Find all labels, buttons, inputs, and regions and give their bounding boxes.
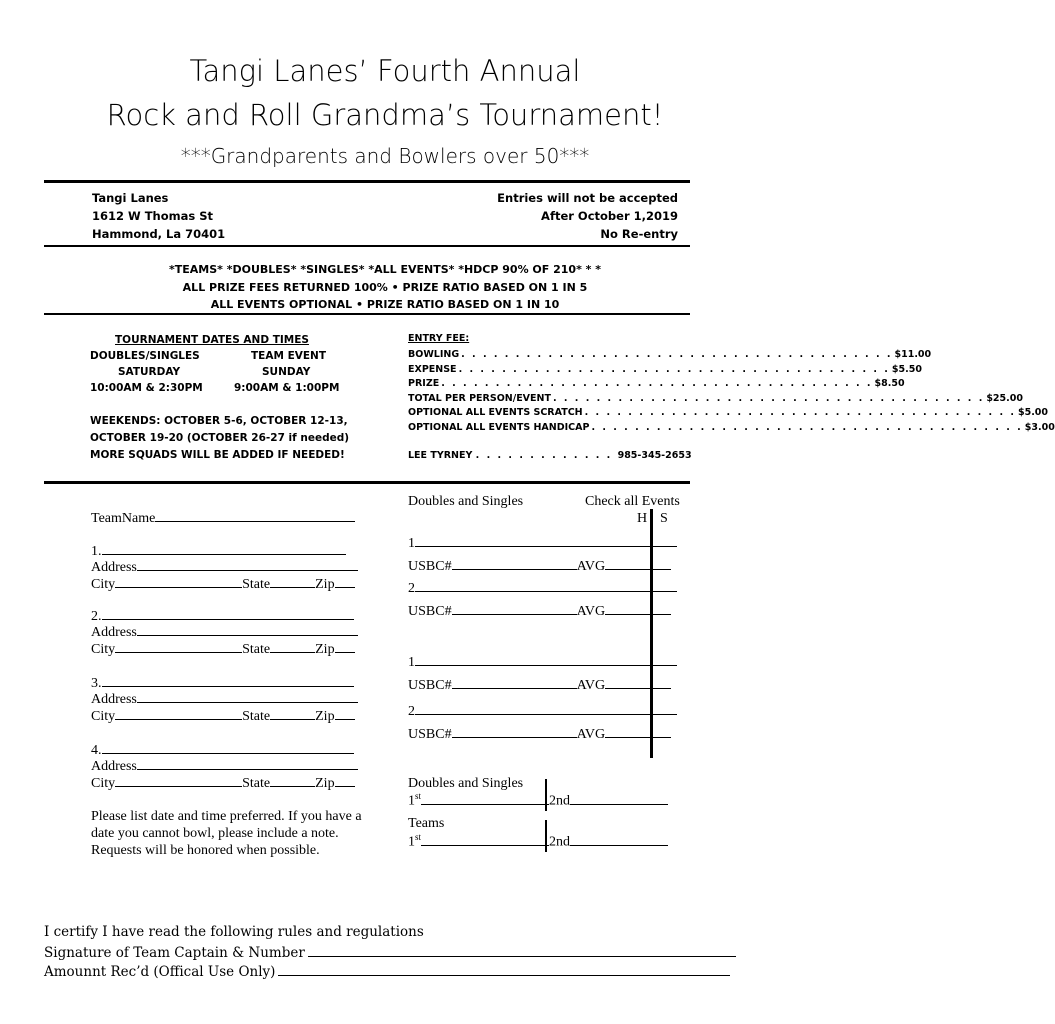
member-address-row (91, 758, 358, 775)
fee-amount: $3.00 (1024, 421, 1055, 433)
amount-label: Amounnt Rec’d (Offical Use Only) (44, 964, 276, 980)
member-number: 4. (91, 743, 102, 758)
bowler-usbc-row (408, 726, 671, 743)
bowler-number: 2 (408, 581, 415, 596)
address-label: Address (91, 560, 137, 575)
avg-field[interactable] (605, 558, 671, 570)
fee-label: PRIZE (408, 378, 440, 389)
entry-fee-list (408, 348, 1055, 435)
team-label: TEAM EVENT (251, 350, 326, 362)
note-2: date you cannot bowl, please include a note. (91, 826, 339, 841)
pref-teams-first-sup: st (415, 832, 422, 842)
usbc-field[interactable] (452, 677, 577, 689)
address-label: Address (91, 759, 137, 774)
entries-notice-2: After October 1,2019 (541, 209, 678, 223)
events-banner-3: ALL EVENTS OPTIONAL • PRIZE RATIO BASED ON 1 IN 10 (210, 298, 560, 311)
pref-doubles-second-field[interactable] (570, 793, 668, 805)
address-field[interactable] (137, 758, 358, 770)
zip-field[interactable] (335, 641, 355, 653)
bowler-name-row (408, 535, 677, 552)
team-name-row (91, 510, 355, 527)
bowler-name-field[interactable] (415, 703, 677, 715)
member-name-row (91, 742, 354, 759)
contact-line (408, 450, 692, 461)
check-all-events: Check all Events (585, 494, 680, 509)
state-label: State (242, 577, 271, 592)
bowler-name-row (408, 703, 677, 720)
fee-dots: . . . . . . . . . . . . . . . . . . . . . . . . . . . . . . . . . . . . . . . . (552, 392, 985, 404)
bowler-number: 1 (408, 655, 415, 670)
zip-field[interactable] (335, 775, 355, 787)
divider-top (44, 180, 690, 183)
avg-label: AVG (576, 678, 606, 693)
divider-2 (44, 245, 690, 247)
usbc-label: USBC# (408, 678, 452, 693)
avg-field[interactable] (605, 677, 671, 689)
divider-4 (44, 481, 690, 484)
bowler-name-row (408, 654, 677, 671)
member-city-row (91, 708, 355, 725)
address-label: Address (91, 692, 137, 707)
entries-notice-3: No Re-entry (600, 227, 678, 241)
fee-amount: $8.50 (874, 378, 905, 389)
pref-first: 1 (408, 793, 415, 809)
city-field[interactable] (115, 576, 242, 588)
fee-amount: $25.00 (986, 392, 1023, 404)
fee-amount: $5.00 (1017, 407, 1049, 418)
schedule-heading: TOURNAMENT DATES AND TIMES (115, 334, 309, 346)
contact-phone: 985-345-2653 (617, 450, 692, 461)
usbc-field[interactable] (452, 603, 577, 615)
address-field[interactable] (137, 559, 358, 571)
entry-fee-row (408, 421, 1055, 436)
note-3: Requests will be honored when possible. (91, 843, 320, 858)
title-line-2: Rock and Roll Grandma’s Tournament! (106, 98, 664, 132)
member-number: 2. (91, 609, 102, 624)
usbc-label: USBC# (408, 559, 452, 574)
zip-field[interactable] (335, 576, 355, 588)
city-field[interactable] (115, 775, 242, 787)
pref-second: 2nd (549, 793, 571, 809)
doubles-label: DOUBLES/SINGLES (90, 350, 200, 362)
fee-amount: $5.50 (891, 363, 922, 375)
state-label: State (242, 709, 271, 724)
pref-doubles-heading: Doubles and Singles (408, 776, 524, 791)
avg-field[interactable] (605, 726, 671, 738)
doubles-day: SATURDAY (118, 366, 181, 378)
team-times: 9:00AM & 1:00PM (234, 382, 340, 394)
member-name-field[interactable] (102, 543, 346, 555)
avg-label: AVG (576, 559, 606, 574)
zip-label: Zip (315, 709, 335, 724)
entry-fee-row (408, 348, 932, 363)
title-line-1: Tangi Lanes’ Fourth Annual (189, 54, 581, 88)
venue-name: Tangi Lanes (92, 191, 169, 205)
fee-dots: . . . . . . . . . . . . . . . . . . . . . . . . . . . . . . . . . . . . . . . . (584, 407, 1016, 418)
city-label: City (91, 577, 116, 592)
bowler-number: 1 (408, 536, 415, 551)
zip-label: Zip (315, 776, 335, 791)
member-number: 3. (91, 676, 102, 691)
venue-street: 1612 W Thomas St (92, 209, 214, 223)
member-name-field[interactable] (102, 675, 354, 687)
contact-name: LEE TYRNEY (408, 450, 473, 461)
member-name-field[interactable] (102, 608, 354, 620)
pref-teams-row (408, 832, 668, 851)
doubles-times: 10:00AM & 2:30PM (90, 382, 203, 394)
member-name-row (91, 543, 346, 560)
pref-teams-first-field[interactable] (421, 834, 549, 846)
pref-teams-second: 2nd (549, 834, 571, 850)
fee-dots: . . . . . . . . . . . . . . . . . . . . . . . . . . . . . . . . . . . . . . . . (441, 378, 873, 389)
pref-teams-second-field[interactable] (570, 834, 668, 846)
h-label: H (637, 511, 648, 526)
zip-field[interactable] (335, 708, 355, 720)
member-address-row (91, 624, 358, 641)
contact-dots: . . . . . . . . . . . . . (475, 450, 618, 461)
fee-label: TOTAL PER PERSON/EVENT (408, 392, 551, 404)
note-1: Please list date and time preferred. If you have a (91, 809, 362, 824)
certify-line: I certify I have read the following rules and regulations (44, 924, 424, 940)
avg-field[interactable] (605, 603, 671, 615)
bowler-usbc-row (408, 677, 671, 694)
amount-row (44, 962, 730, 980)
bowler-name-row (408, 580, 677, 597)
bowler-usbc-row (408, 558, 671, 575)
fee-label: EXPENSE (408, 363, 457, 375)
pref-doubles-first-field[interactable] (421, 793, 549, 805)
zip-label: Zip (315, 642, 335, 657)
state-field[interactable] (270, 708, 315, 720)
usbc-field[interactable] (452, 726, 577, 738)
team-name-field[interactable] (155, 510, 355, 522)
usbc-label: USBC# (408, 604, 452, 619)
member-city-row (91, 775, 355, 792)
bowler-usbc-row (408, 603, 671, 620)
fee-dots: . . . . . . . . . . . . . . . . . . . . . . . . . . . . . . . . . . . . . . . . (461, 349, 893, 360)
bowler-name-field[interactable] (415, 535, 677, 547)
address-field[interactable] (137, 624, 358, 636)
fee-label: BOWLING (408, 349, 460, 360)
member-name-row (91, 675, 354, 692)
weekends-1: WEEKENDS: OCTOBER 5-6, OCTOBER 12-13, (90, 415, 348, 427)
usbc-label: USBC# (408, 727, 452, 742)
weekends-3: MORE SQUADS WILL BE ADDED IF NEEDED! (90, 449, 345, 461)
team-day: SUNDAY (262, 366, 311, 378)
fee-label: OPTIONAL ALL EVENTS HANDICAP (408, 421, 590, 433)
state-label: State (242, 776, 271, 791)
address-label: Address (91, 625, 137, 640)
bowler-name-field[interactable] (415, 654, 677, 666)
entry-fee-row (408, 363, 922, 378)
pref-teams-first: 1 (408, 834, 415, 850)
venue-city: Hammond, La 70401 (92, 227, 226, 241)
address-field[interactable] (137, 691, 358, 703)
bowler-name-field[interactable] (415, 580, 677, 592)
entry-fee-row (408, 406, 1049, 421)
member-name-field[interactable] (102, 742, 354, 754)
pref-teams-heading: Teams (408, 816, 445, 831)
fee-dots: . . . . . . . . . . . . . . . . . . . . . . . . . . . . . . . . . . . . . . . . (458, 363, 890, 375)
state-field[interactable] (270, 576, 315, 588)
city-label: City (91, 776, 116, 791)
amount-field[interactable] (278, 962, 730, 976)
avg-label: AVG (576, 727, 606, 742)
member-address-row (91, 559, 358, 576)
zip-label: Zip (315, 577, 335, 592)
state-field[interactable] (270, 641, 315, 653)
state-field[interactable] (270, 775, 315, 787)
city-field[interactable] (115, 708, 242, 720)
team-name-label: TeamName (91, 511, 156, 526)
entry-fee-row (408, 377, 905, 392)
member-name-row (91, 608, 354, 625)
avg-label: AVG (576, 604, 606, 619)
member-city-row (91, 576, 355, 593)
fee-label: OPTIONAL ALL EVENTS SCRATCH (408, 407, 583, 418)
fee-amount: $11.00 (894, 349, 932, 360)
events-banner-2: ALL PRIZE FEES RETURNED 100% • PRIZE RATIO BASED ON 1 IN 5 (182, 281, 588, 294)
entries-notice-1: Entries will not be accepted (497, 191, 678, 205)
usbc-field[interactable] (452, 558, 577, 570)
subtitle: ***Grandparents and Bowlers over 50*** (180, 144, 590, 168)
state-label: State (242, 642, 271, 657)
signature-field[interactable] (308, 943, 736, 957)
city-label: City (91, 709, 116, 724)
pref-doubles-row (408, 791, 668, 810)
entry-fee-heading: ENTRY FEE: (408, 333, 470, 344)
member-address-row (91, 691, 358, 708)
member-city-row (91, 641, 355, 658)
weekends-2: OCTOBER 19-20 (OCTOBER 26-27 if needed) (90, 432, 350, 444)
doubles-singles-heading: Doubles and Singles (408, 494, 524, 509)
bowler-number: 2 (408, 704, 415, 719)
divider-3 (44, 313, 690, 315)
pref-first-sup: st (415, 791, 422, 801)
city-label: City (91, 642, 116, 657)
entry-fee-row (408, 392, 1023, 407)
signature-row (44, 943, 736, 961)
fee-dots: . . . . . . . . . . . . . . . . . . . . . . . . . . . . . . . . . . . . . . . . (591, 421, 1023, 433)
city-field[interactable] (115, 641, 242, 653)
signature-label: Signature of Team Captain & Number (44, 945, 305, 961)
events-banner-1: *TEAMS* *DOUBLES* *SINGLES* *ALL EVENTS* *HDCP 90% OF 210* * * (169, 263, 601, 276)
s-label: S (660, 511, 668, 526)
member-number: 1. (91, 544, 102, 559)
